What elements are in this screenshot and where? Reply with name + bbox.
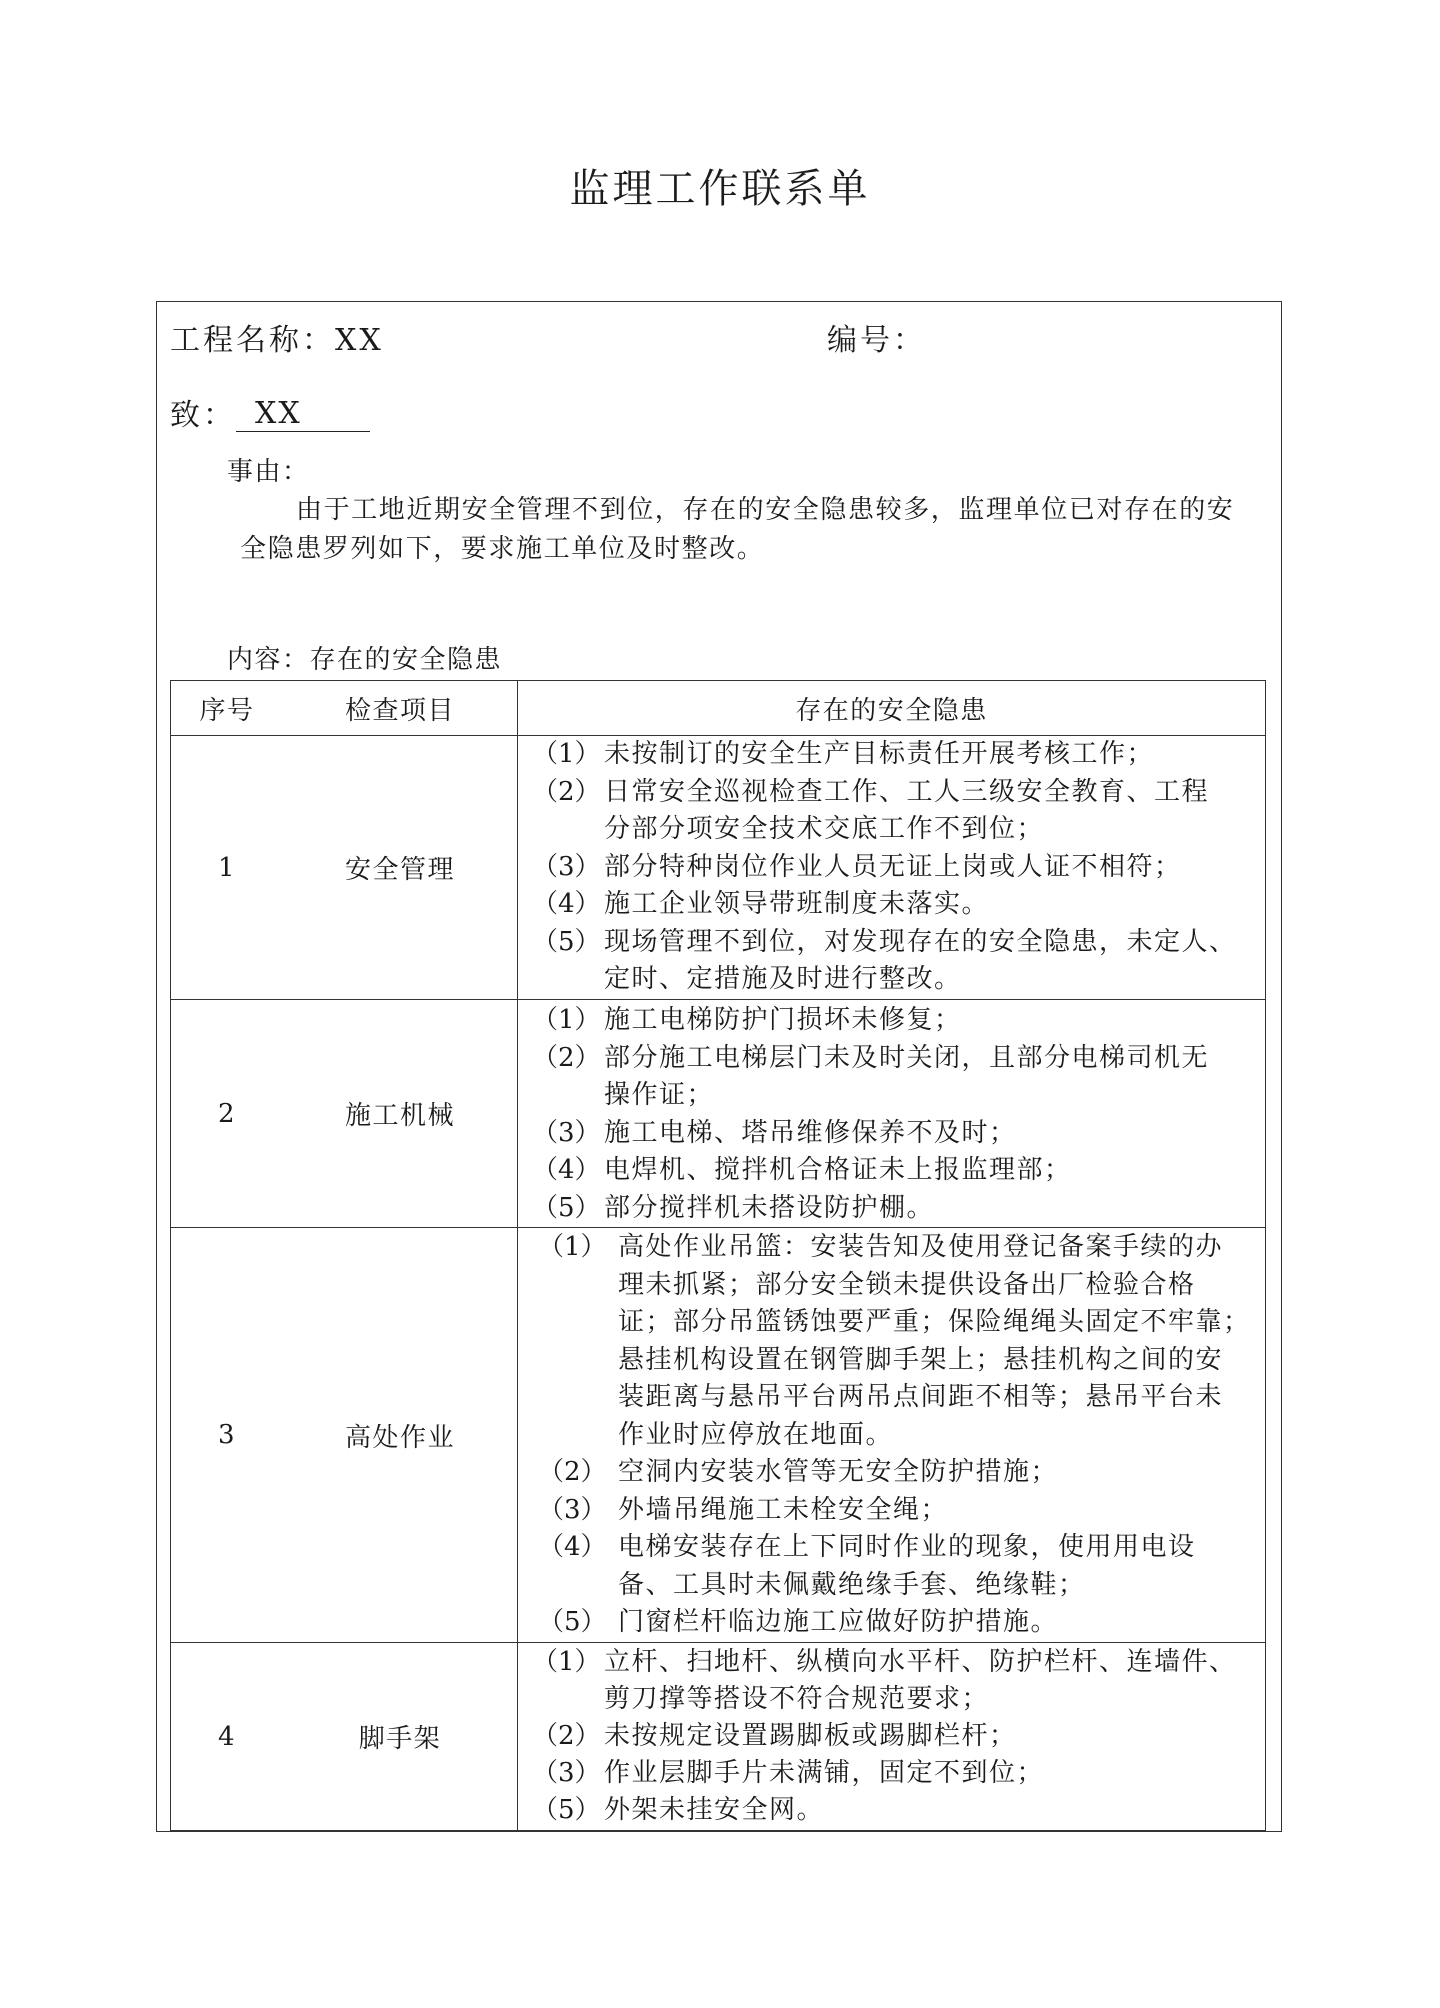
check-item-category: 脚手架	[358, 1724, 442, 1754]
hazard-text	[604, 1718, 1017, 1755]
table-row	[171, 1642, 1265, 1830]
hazard-item	[538, 1229, 1265, 1454]
hazard-item	[532, 924, 1265, 999]
hazard-text	[604, 1190, 934, 1228]
hazard-text-line: 作业时应停放在地面。	[618, 1419, 894, 1450]
hazard-text-line: 空洞内安装水管等无安全防护措施；	[618, 1457, 1059, 1487]
hazard-text	[618, 1604, 1058, 1642]
hazard-item	[538, 1492, 1265, 1530]
hazard-text-line: 装距离与悬吊平台两吊点间距不相等；悬吊平台未	[618, 1382, 1224, 1412]
hazard-item	[532, 1190, 1265, 1228]
table-row	[171, 999, 1265, 1227]
hazard-marker: （3）	[532, 1117, 601, 1148]
hazard-text-line: 剪刀撑等搭设不符合规范要求；	[604, 1684, 990, 1714]
hazard-text-line: 未按规定设置踢脚板或踢脚栏杆；	[604, 1721, 1017, 1751]
hazard-text-line: 外架未挂安全网。	[604, 1795, 825, 1825]
hazard-item	[532, 774, 1265, 849]
hazard-item	[532, 1718, 1265, 1755]
hazard-marker: （3）	[532, 851, 601, 882]
hazard-text	[604, 849, 1182, 887]
serial-number-label: 编号：	[827, 323, 926, 358]
hazard-marker: （1）	[532, 739, 601, 769]
table-row	[171, 735, 1265, 999]
hazard-text	[604, 1002, 962, 1040]
hazard-text	[618, 1492, 948, 1530]
reason-label: 事由：	[227, 457, 310, 487]
hazard-text-line: 施工电梯、塔吊维修保养不及时；	[604, 1117, 1017, 1148]
hazard-list	[517, 1000, 1265, 1227]
hazard-text	[604, 924, 1237, 999]
hazard-text	[604, 1152, 1072, 1190]
hazard-marker: （5）	[538, 1607, 607, 1637]
hazard-text-line: 操作证；	[604, 1080, 715, 1110]
hazard-text-line: 电梯安装存在上下同时作业的现象，使用用电设	[618, 1532, 1196, 1562]
hazard-text	[604, 1040, 1209, 1115]
check-item-category: 施工机械	[344, 1101, 455, 1131]
hazard-text-line: 施工企业领导带班制度未落实。	[604, 889, 990, 919]
reason-text-line: 由于工地近期安全管理不到位，存在的安全隐患较多，监理单位已对存在的安	[296, 495, 1235, 525]
hazard-marker: （3）	[538, 1494, 607, 1525]
header-check-item: 检查项目	[344, 695, 455, 726]
hazard-item	[532, 1040, 1265, 1115]
hazard-item	[538, 1454, 1265, 1492]
project-name-value: XX	[335, 323, 384, 358]
hazard-marker: （5）	[532, 926, 601, 957]
hazard-marker: （2）	[538, 1457, 607, 1487]
hazard-text-line: 高处作业吊篮：安装告知及使用登记备案手续的办	[618, 1232, 1224, 1262]
hazard-list	[517, 1228, 1265, 1642]
hazard-text-line: 分部分项安全技术交底工作不到位；	[604, 814, 1045, 844]
hazard-text-line: 电焊机、搅拌机合格证未上报监理部；	[604, 1155, 1072, 1185]
hazard-marker: （5）	[532, 1795, 601, 1825]
hazard-table	[170, 680, 1266, 1831]
hazard-item	[532, 1644, 1265, 1718]
hazard-text-line: 作业层脚手片未满铺，固定不到位；	[604, 1758, 1045, 1788]
recipient-label: 致：	[170, 398, 236, 433]
hazard-text	[604, 1755, 1044, 1792]
hazard-marker: （4）	[532, 1155, 601, 1185]
hazard-marker: （2）	[532, 776, 601, 807]
hazard-item	[532, 1755, 1265, 1792]
check-item-category: 高处作业	[344, 1422, 455, 1453]
hazard-text-line: 外墙吊绳施工未栓安全绳；	[618, 1494, 949, 1525]
header-seq: 序号	[199, 695, 255, 726]
hazard-text	[618, 1229, 1251, 1454]
header-hazards: 存在的安全隐患	[517, 681, 1265, 735]
hazard-text-line: 备、工具时未佩戴绝缘手套、绝缘鞋；	[618, 1569, 1086, 1600]
hazard-marker: （4）	[538, 1532, 607, 1562]
hazard-text-line: 未按制订的安全生产目标责任开展考核工作；	[604, 739, 1155, 769]
hazard-marker: （4）	[532, 889, 601, 919]
row-number: 1	[217, 852, 237, 883]
hazard-item	[532, 849, 1265, 887]
hazard-text-line: 施工电梯防护门损坏未修复；	[604, 1005, 962, 1035]
project-name-label: 工程名称：	[170, 323, 335, 358]
hazard-text-line: 现场管理不到位，对发现存在的安全隐患，未定人、	[604, 926, 1237, 957]
hazard-marker: （1）	[538, 1232, 607, 1262]
hazard-text-line: 证；部分吊篮锈蚀要严重；保险绳绳头固定不牢靠；	[618, 1307, 1251, 1337]
reason-text-line: 全隐患罗列如下，要求施工单位及时整改。	[240, 534, 765, 564]
hazard-item	[532, 1792, 1265, 1829]
hazard-text	[604, 736, 1154, 774]
table-header-row	[171, 681, 1265, 735]
hazard-text	[604, 1792, 824, 1829]
recipient-value: XX	[236, 396, 370, 432]
hazard-text-line: 日常安全巡视检查工作、工人三级安全教育、工程	[604, 776, 1210, 807]
hazard-item	[538, 1604, 1265, 1642]
hazard-text-line: 悬挂机构设置在钢管脚手架上；悬挂机构之间的安	[618, 1344, 1224, 1375]
hazard-text	[604, 774, 1209, 849]
hazard-text-line: 定时、定措施及时进行整改。	[604, 964, 962, 994]
row-number: 4	[217, 1721, 237, 1752]
hazard-text-line: 门窗栏杆临边施工应做好防护措施。	[618, 1607, 1059, 1637]
hazard-list	[517, 736, 1265, 999]
hazard-text-line: 部分搅拌机未搭设防护棚。	[604, 1192, 935, 1223]
hazard-marker: （2）	[532, 1042, 601, 1073]
row-number: 2	[217, 1098, 237, 1129]
hazard-item	[532, 886, 1265, 924]
hazard-text-line: 部分施工电梯层门未及时关闭，且部分电梯司机无	[604, 1042, 1210, 1073]
hazard-text-line: 立杆、扫地杆、纵横向水平杆、防护栏杆、连墙件、	[604, 1647, 1237, 1677]
hazard-text-line: 理未抓紧；部分安全锁未提供设备出厂检验合格	[618, 1269, 1196, 1300]
hazard-text-line: 部分特种岗位作业人员无证上岗或人证不相符；	[604, 851, 1182, 882]
hazard-item	[532, 736, 1265, 774]
hazard-marker: （2）	[532, 1721, 601, 1751]
hazard-marker: （1）	[532, 1005, 601, 1035]
hazard-text	[604, 1644, 1237, 1718]
row-number: 3	[217, 1420, 237, 1450]
hazard-item	[532, 1152, 1265, 1190]
document-title: 监理工作联系单	[569, 166, 871, 212]
content-label: 内容：存在的安全隐患	[227, 645, 503, 675]
hazard-text	[618, 1529, 1196, 1604]
hazard-marker: （3）	[532, 1758, 601, 1788]
hazard-item	[538, 1529, 1265, 1604]
hazard-text	[618, 1454, 1058, 1492]
hazard-text	[604, 1115, 1017, 1153]
hazard-item	[532, 1002, 1265, 1040]
hazard-marker: （1）	[532, 1647, 601, 1677]
project-name-field	[170, 321, 384, 361]
hazard-item	[532, 1115, 1265, 1153]
table-row	[171, 1227, 1265, 1642]
hazard-text	[604, 886, 989, 924]
hazard-list	[517, 1643, 1265, 1830]
hazard-marker: （5）	[532, 1192, 601, 1223]
check-item-category: 安全管理	[344, 855, 455, 885]
